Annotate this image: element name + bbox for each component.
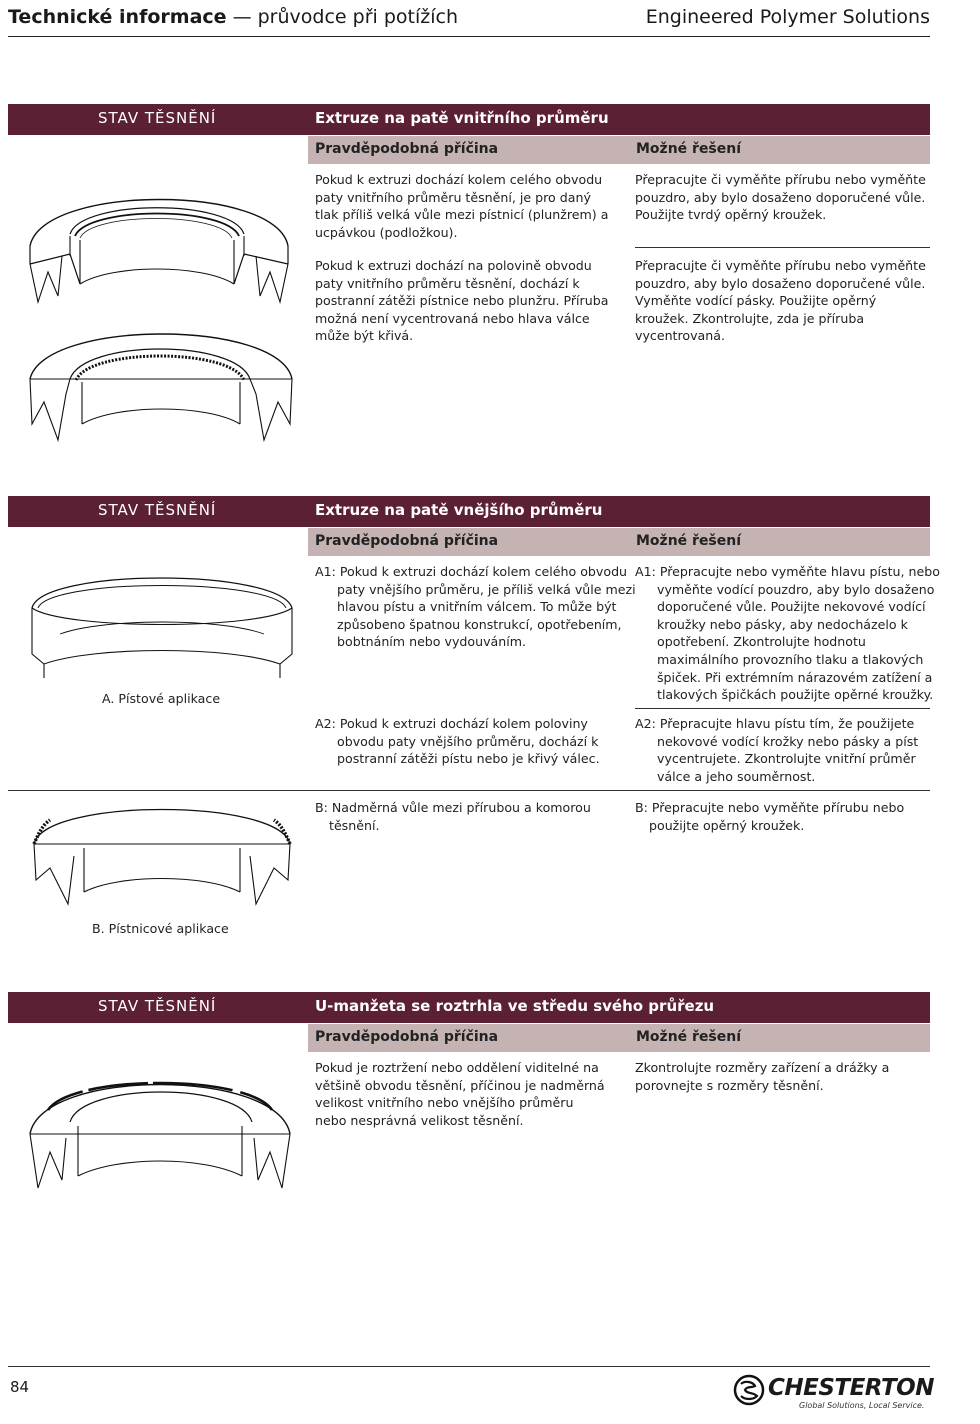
stav-label: STAV TĚSNĚNÍ (98, 109, 217, 127)
chesterton-logo (733, 1372, 933, 1416)
solution-text: Přepracujte či vyměňte přírubu nebo vyměňte pouzdro, aby bylo dosaženo doporučené vůle. Vyměňte vodící pásky. Použijte opěrný kroužek. Zkontrolujte, zda je příruba vycentrovaná. (635, 258, 926, 344)
cause-header: Pravděpodobná příčina (315, 141, 499, 157)
solution-header: Možné řešení (636, 141, 742, 157)
seal-illustration-half-extrusion (22, 324, 302, 444)
section-torn-ucup (8, 992, 930, 1202)
solution-text-b: B: Přepracujte nebo vyměňte přírubu nebo použijte opěrný kroužek. (635, 800, 905, 833)
row-divider (635, 247, 930, 248)
globe-icon (733, 1374, 765, 1406)
solution-header: Možné řešení (636, 533, 742, 549)
solution-text-a1: A1: Přepracujte nebo vyměňte hlavu pístu, nebo vyměňte vodící pouzdro, aby bylo dosaženo doporučené vůle. Použijte nekovové vodící kroužky nebo pásky, aby nedocházelo k opotřebení. Zkontrolujte hodnotu maximálního provozního tlaku a tlakových špiček. Při extrémním nárazovém zatížení a tlakových špičkách použijte opěrné kroužky. (635, 564, 940, 703)
seal-illustration-full-extrusion (22, 164, 302, 304)
column-headers (308, 1024, 930, 1052)
section-title: U-manžeta se roztrhla ve středu svého průřezu (315, 997, 715, 1015)
solution-text: Přepracujte či vyměňte přírubu nebo vyměňte pouzdro, aby bylo dosaženo doporučené vůle. Použijte tvrdý opěrný kroužek. (635, 172, 926, 223)
title-bold: Technické informace (8, 6, 227, 28)
solution-text-a2: A2: Přepracujte hlavu pístu tím, že použijete nekovové vodící krožky nebo pásky a píst vycentrujete. Zkontrolujte vnitřní průměr válce a jeho souměrnost. (635, 716, 919, 784)
section-bar (8, 496, 930, 527)
page-header (8, 4, 930, 37)
section-bar (8, 104, 930, 135)
cause-text: Pokud je roztržení nebo oddělení viditelné na většině obvodu těsnění, příčinou je nadměrná velikost vnitřního nebo vnějšího průměru nebo nesprávná velikost těsnění. (315, 1060, 605, 1128)
page-number: 84 (10, 1378, 30, 1396)
section-inner-extrusion (8, 104, 930, 464)
logo-tagline: Global Solutions, Local Service. (799, 1401, 925, 1410)
cause-text-a1: A1: Pokud k extruzi dochází kolem celého obvodu paty vnějšího průměru, je příliš velká vůle mezi hlavou pístu a vnitřním válcem. To může být způsobeno špatnou konstrukcí, opotřebením, bobtnáním nebo vydouváním. (315, 564, 636, 650)
stav-label: STAV TĚSNĚNÍ (98, 997, 217, 1015)
seal-illustration-torn (22, 1052, 302, 1192)
brand-title: Engineered Polymer Solutions (645, 6, 930, 28)
logo-word: CHESTERTON (768, 1375, 934, 1401)
section-outer-extrusion (8, 496, 940, 946)
footer-rule (8, 1366, 930, 1367)
solution-header: Možné řešení (636, 1029, 742, 1045)
caption-piston: A. Pístové aplikace (102, 691, 221, 706)
row-divider (635, 708, 930, 709)
caption-rod: B. Pístnicové aplikace (92, 921, 229, 936)
cause-text: Pokud k extruzi dochází kolem celého obvodu paty vnitřního průměru těsnění, je pro daný tlak příliš velká vůle mezi pístnicí (plunžrem) a ucpávkou (podložkou). (315, 172, 609, 240)
section-bar (8, 992, 930, 1023)
section-title: Extruze na patě vnějšího průměru (315, 501, 603, 519)
column-headers (308, 528, 930, 556)
seal-illustration-piston (24, 572, 304, 692)
cause-text-b: B: Nadměrná vůle mezi přírubou a komorou těsnění. (315, 800, 591, 833)
stav-label: STAV TĚSNĚNÍ (98, 501, 217, 519)
seal-illustration-rod (24, 800, 304, 910)
cause-header: Pravděpodobná příčina (315, 533, 499, 549)
cause-text-a2: A2: Pokud k extruzi dochází kolem poloviny obvodu paty vnějšího průměru, dochází k postranní zátěži pístu nebo je křivý válec. (315, 716, 600, 767)
solution-text: Zkontrolujte rozměry zařízení a drážky a porovnejte s rozměry těsnění. (635, 1060, 890, 1093)
section-title: Extruze na patě vnitřního průměru (315, 109, 609, 127)
cause-header: Pravděpodobná příčina (315, 1029, 499, 1045)
row-divider-full (8, 790, 930, 791)
page-title (8, 6, 458, 28)
column-headers (308, 136, 930, 164)
title-rest: — průvodce při potížích (226, 6, 458, 28)
cause-text: Pokud k extruzi dochází na polovině obvodu paty vnitřního průměru těsnění, dochází k postranní zátěži pístnice nebo plunžru. Příruba možná není vycentrovaná nebo hlava válce může být křivá. (315, 258, 609, 344)
